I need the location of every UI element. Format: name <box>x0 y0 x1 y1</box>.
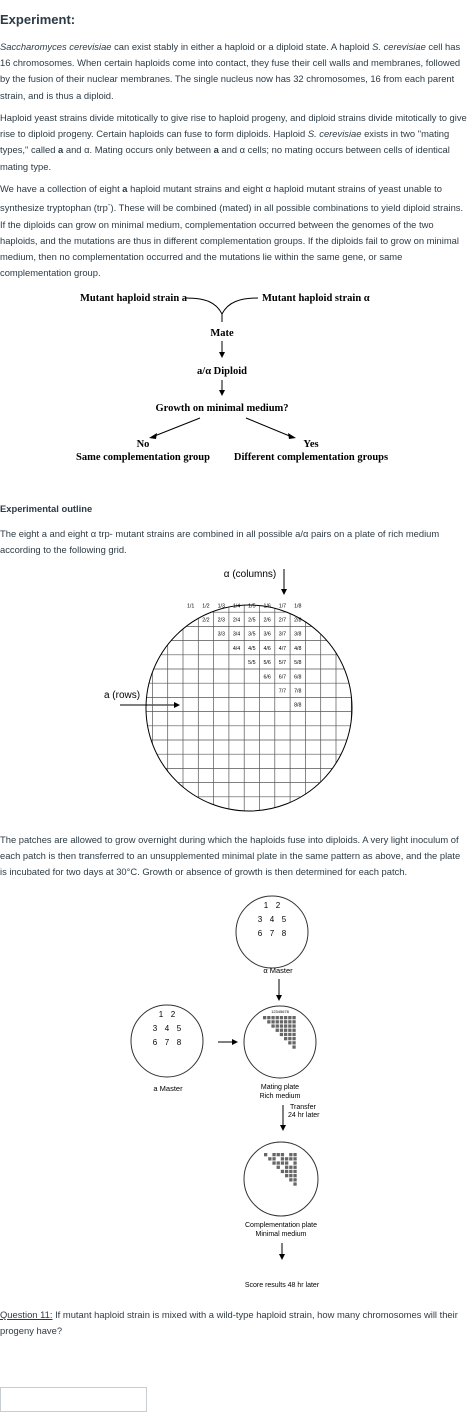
patch <box>268 1157 271 1160</box>
strain-number: 4 <box>164 1024 170 1033</box>
workflow-diagram <box>0 885 472 1305</box>
grid-cell: 2/4 <box>232 617 241 624</box>
grid-cell: 1/6 <box>263 603 271 610</box>
strain-number: 2 <box>170 1010 176 1019</box>
patch <box>293 1170 296 1173</box>
text-run: Haploid yeast strains divide mitotically to give rise to haploid progeny, and diploid strains divide mitotically to give rise to diploid progeny. Certain haploids can fuse to form diploids. Haploid <box>0 112 467 140</box>
patch <box>281 1153 284 1156</box>
grid-cell: 5/8 <box>294 660 302 667</box>
patch <box>292 1024 295 1027</box>
grid-cell: 6/6 <box>263 674 271 681</box>
mating-label: Mating plate <box>260 1084 300 1091</box>
strain-number: 5 <box>176 1024 182 1033</box>
grid-cell: 7/8 <box>294 688 302 695</box>
patch <box>289 1174 292 1177</box>
patch <box>281 1170 284 1173</box>
grid-cell: 3/7 <box>278 631 287 638</box>
patch <box>288 1029 291 1032</box>
yes-label: Yes <box>303 439 319 450</box>
grid-cell: 4/4 <box>232 645 241 652</box>
columns-label: α (columns) <box>223 569 277 580</box>
grid-cell: 7/7 <box>278 688 287 695</box>
patch <box>289 1178 292 1181</box>
text-run: ). These will be combined (mated) in all possible combinations to yield diploid strains. If the diploids can grow on minimal medium, complementation occurred between the genomes of the two haploids, and the mutations are thus in different complementation groups. If the diploids fail to grow on minimal medium, then no complementation occurred and the mutations lie within the same gene, or same complementation group. <box>0 202 464 279</box>
strain-number: 8 <box>176 1038 182 1047</box>
grid-cell: 2/6 <box>263 617 271 624</box>
grid-cell: 3/5 <box>248 631 256 638</box>
grid-cell: 8/8 <box>294 702 302 709</box>
patch <box>271 1020 274 1023</box>
patch <box>276 1020 279 1023</box>
species-short: S. cerevisiae <box>372 41 426 52</box>
text-run: can exist stably in either a haploid or a diploid state. A haploid <box>111 41 373 52</box>
arrow-head <box>174 702 180 708</box>
patch <box>292 1033 295 1036</box>
patch <box>289 1157 292 1160</box>
strain-number: 1 <box>158 1010 164 1019</box>
patch <box>276 1016 279 1019</box>
a-master-label: a Master <box>153 1084 183 1093</box>
rows-label: a (rows) <box>103 690 141 701</box>
patch <box>289 1153 292 1156</box>
patch <box>293 1157 296 1160</box>
grid-cell: 6/7 <box>278 674 287 681</box>
grid-cell: 5/7 <box>278 660 287 667</box>
mate-label: Mate <box>210 328 234 339</box>
patch <box>272 1153 275 1156</box>
strain-number: 3 <box>257 915 263 924</box>
patch <box>289 1170 292 1173</box>
grid-cell: 4/6 <box>263 645 271 652</box>
grid-cell: 2/5 <box>248 617 256 624</box>
mating-type-a: a <box>58 144 64 156</box>
patch <box>263 1016 266 1019</box>
grid-cell: 4/5 <box>248 645 256 652</box>
mating-top-numbers: 12345678 <box>271 1009 289 1014</box>
text-run: haploid mutant strains and eight α haploid mutant strains of yeast unable to synthesize tryptophan (trp <box>0 183 442 214</box>
patch <box>267 1020 270 1023</box>
arrow-head <box>280 1125 286 1131</box>
grid-cell: 1/4 <box>232 603 241 610</box>
text-run: We have a collection of eight <box>0 183 123 194</box>
arrow-head <box>288 433 296 439</box>
patch <box>292 1029 295 1032</box>
transfer-label: Transfer <box>290 1104 316 1111</box>
patch <box>293 1161 296 1164</box>
species-name: Saccharomyces cerevisiae <box>0 41 112 52</box>
question-11 <box>0 1307 468 1339</box>
grid-cell: 3/4 <box>232 631 241 638</box>
strain-number: 6 <box>152 1038 158 1047</box>
grid-cell: 1/7 <box>278 603 287 610</box>
grid-cell: 4/8 <box>294 645 302 652</box>
grid-cell: 1/2 <box>202 603 210 610</box>
strain-number: 6 <box>257 929 263 938</box>
patch <box>280 1020 283 1023</box>
grid-cell: 3/6 <box>263 631 271 638</box>
grid-cell: 6/8 <box>294 674 302 681</box>
grid-cell: 4/7 <box>278 645 287 652</box>
patch <box>280 1033 283 1036</box>
score-label: Score results 48 hr later <box>244 1282 320 1289</box>
answer-input[interactable] <box>0 1387 147 1412</box>
patch <box>277 1153 280 1156</box>
growth-question: Growth on minimal medium? <box>155 403 289 414</box>
arrow-head <box>279 1254 285 1260</box>
grid-cell: 5/6 <box>263 660 271 667</box>
right-strain-label: Mutant haploid strain α <box>262 293 370 304</box>
patch <box>267 1016 270 1019</box>
mating-type-a: a <box>213 144 219 156</box>
patch <box>284 1020 287 1023</box>
patch <box>288 1033 291 1036</box>
page-heading: Experiment: <box>0 12 76 27</box>
grid-cell: 1/1 <box>186 603 195 610</box>
patch <box>285 1174 288 1177</box>
arrow-head <box>232 1039 238 1045</box>
patch <box>284 1029 287 1032</box>
strain-number: 4 <box>269 915 275 924</box>
patch <box>292 1016 295 1019</box>
strain-number: 7 <box>164 1038 170 1047</box>
mating-type-a: a <box>122 183 128 194</box>
patch <box>293 1182 296 1185</box>
patch <box>292 1020 295 1023</box>
patch <box>288 1037 291 1040</box>
patch <box>280 1016 283 1019</box>
strain-number: 1 <box>263 901 269 910</box>
patch <box>271 1016 274 1019</box>
patch <box>292 1041 295 1044</box>
arrow-head <box>281 589 287 595</box>
yes-arrow <box>246 418 292 437</box>
text-run: and α cells; no mating occurs between cells of identical mating type. <box>0 144 450 172</box>
text-run: exists in two "mating types," called <box>0 128 450 156</box>
patch <box>277 1161 280 1164</box>
question-text: If mutant haploid strain is mixed with a wild-type haploid strain, how many chromosomes will their progeny have? <box>0 1309 458 1337</box>
strain-number: 2 <box>275 901 281 910</box>
patch <box>280 1024 283 1027</box>
patch <box>271 1024 274 1027</box>
complementation-flowchart <box>0 0 472 470</box>
alpha-master-label: α Master <box>263 966 293 975</box>
species-short: S. cerevisiae <box>307 128 362 140</box>
arrow-head <box>276 995 282 1001</box>
grid-cell: 1/5 <box>248 603 256 610</box>
complementation-label: Complementation plate <box>245 1222 317 1229</box>
patch <box>280 1029 283 1032</box>
patch <box>284 1037 287 1040</box>
patch <box>284 1016 287 1019</box>
patch <box>288 1024 291 1027</box>
patch <box>292 1037 295 1040</box>
mating-grid-diagram <box>0 565 472 825</box>
patch <box>277 1166 280 1169</box>
outline-heading: Experimental outline <box>0 503 93 514</box>
grid-cell: 1/3 <box>217 603 225 610</box>
strain-number: 8 <box>281 929 287 938</box>
diploid-label: a/α Diploid <box>197 366 247 377</box>
patch <box>284 1033 287 1036</box>
superscript: - <box>107 200 111 210</box>
strain-number: 7 <box>269 929 275 938</box>
grid-cell: 3/3 <box>217 631 225 638</box>
patch <box>288 1041 291 1044</box>
patch <box>293 1166 296 1169</box>
question-label: Question 11: <box>0 1309 53 1320</box>
patch <box>284 1024 287 1027</box>
grid-cell: 5/5 <box>248 660 256 667</box>
patch <box>292 1045 295 1048</box>
strain-number: 5 <box>281 915 287 924</box>
yes-result: Different complementation groups <box>233 452 389 463</box>
patch <box>276 1029 279 1032</box>
grid-cell: 2/3 <box>217 617 225 624</box>
patch <box>293 1153 296 1156</box>
text-run: and α. Mating occurs only between <box>63 144 214 156</box>
patch <box>285 1170 288 1173</box>
text-run: cell has 16 chromosomes. When certain haploids come into contact, they fuse their cell walls and membranes, followed by the fusion of their nuclear membranes. The single nucleus now has 32 chromosomes, 16 from each parent strain, and is thus a diploid. <box>0 41 461 101</box>
merge-bracket <box>186 298 258 314</box>
left-strain-label: Mutant haploid strain a <box>80 293 188 304</box>
patch <box>285 1161 288 1164</box>
no-result: Same complementation group <box>76 452 210 463</box>
mating-sub: Rich medium <box>259 1093 301 1100</box>
patch <box>272 1161 275 1164</box>
patch <box>293 1178 296 1181</box>
patch <box>289 1166 292 1169</box>
complementation-sub: Minimal medium <box>255 1231 307 1238</box>
patch <box>272 1157 275 1160</box>
grid-cell: 1/8 <box>294 603 302 610</box>
grid-cell: 2/2 <box>202 617 210 624</box>
patch <box>285 1157 288 1160</box>
patch <box>281 1161 284 1164</box>
no-arrow <box>152 418 200 437</box>
outline-text: The eight a and eight α trp- mutant strains are combined in all possible a/α pairs on a plate of rich medium according to the following grid. <box>0 528 440 556</box>
patch <box>293 1174 296 1177</box>
transfer-paragraph: The patches are allowed to grow overnight during which the haploids fuse into diploids. A very light inoculum of each patch is then transferred to an unsupplemented minimal plate in the same pattern as above, and the plate is incubated for two days at 30°C. Growth or absence of growth is then determined for each patch. <box>0 834 461 878</box>
grid-cell: 3/8 <box>294 631 302 638</box>
patch <box>288 1020 291 1023</box>
patch <box>281 1157 284 1160</box>
patch <box>276 1024 279 1027</box>
grid-cell: 2/8 <box>294 617 302 624</box>
no-label: No <box>136 439 150 450</box>
strain-number: 3 <box>152 1024 158 1033</box>
patch <box>288 1016 291 1019</box>
grid-cell: 2/7 <box>278 617 287 624</box>
patch <box>264 1153 267 1156</box>
patch <box>285 1166 288 1169</box>
arrow-head <box>149 433 157 439</box>
transfer-sub: 24 hr later <box>288 1112 320 1119</box>
arrow-head <box>219 390 225 396</box>
arrow-head <box>219 352 225 358</box>
